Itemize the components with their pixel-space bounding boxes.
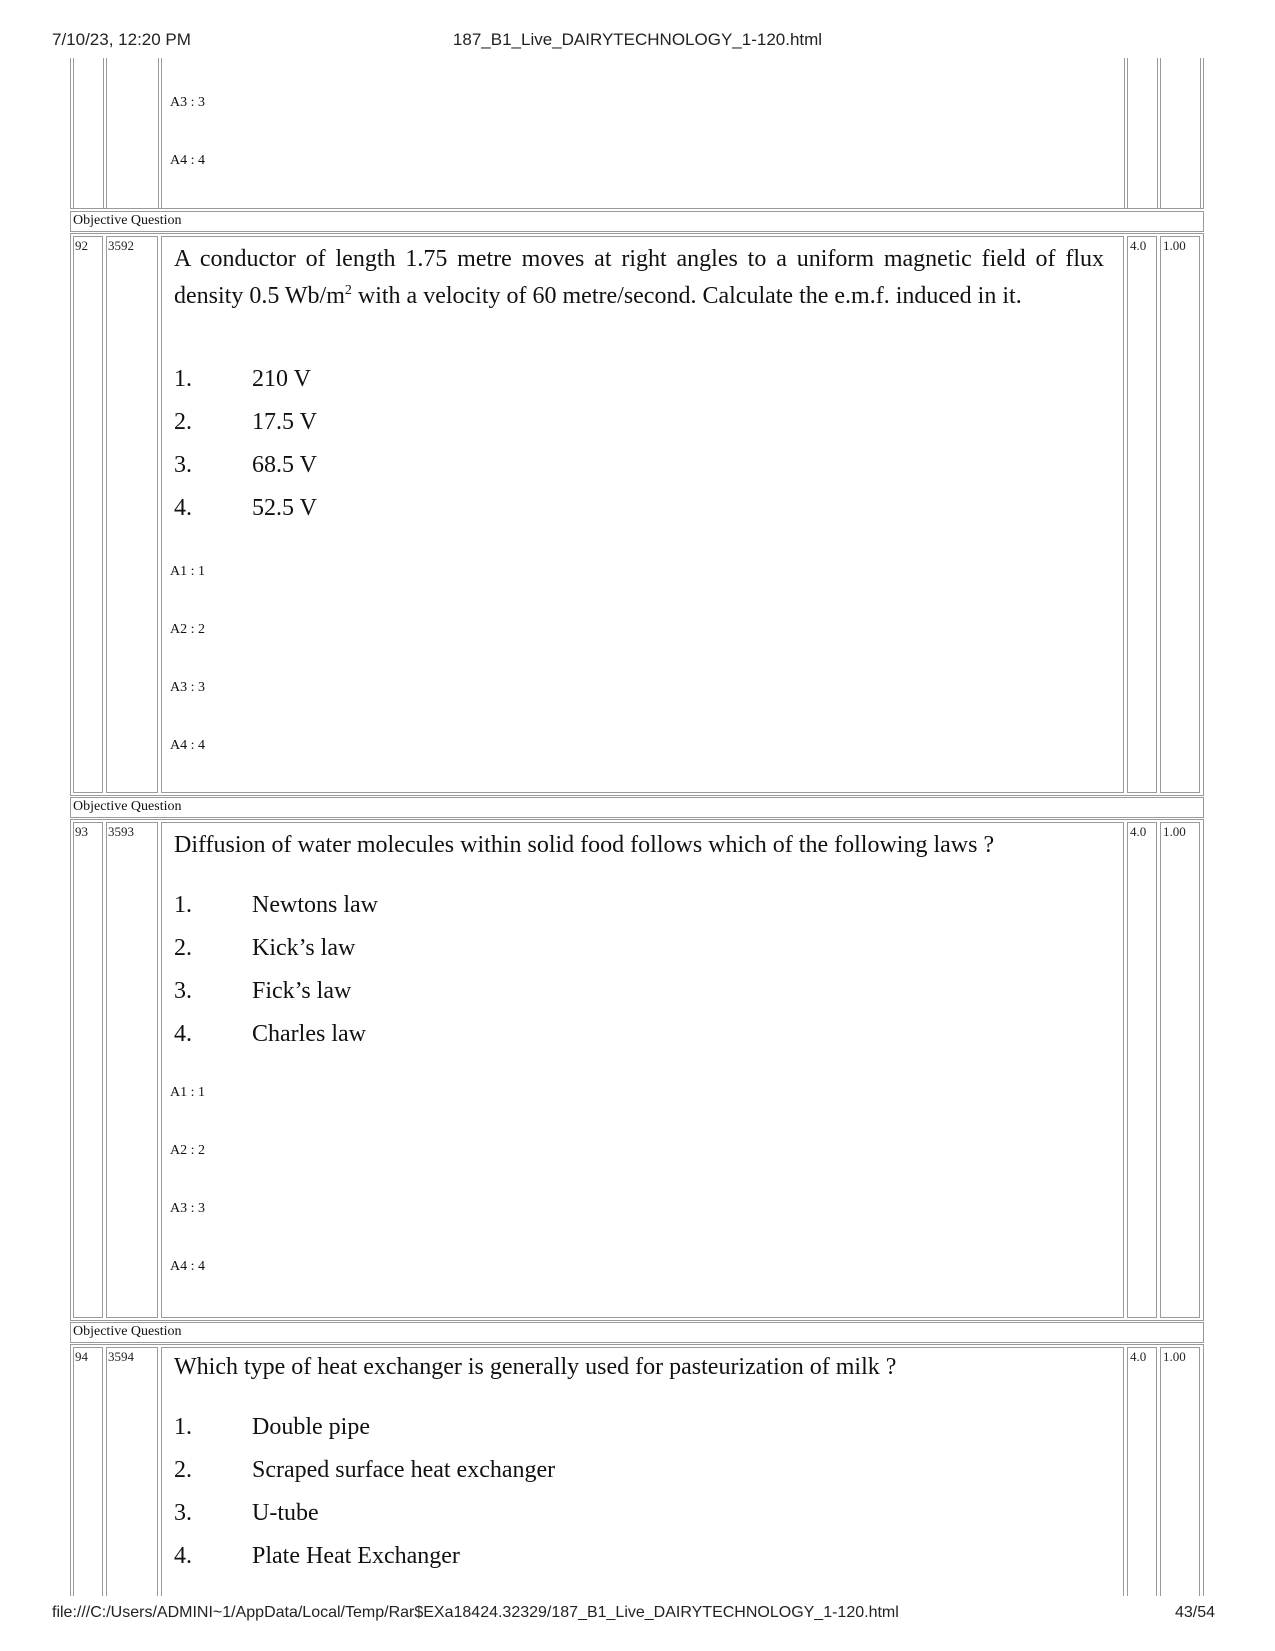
negative-cell [1160, 1347, 1200, 1596]
question-marks: 4.0 [1130, 824, 1147, 839]
option-2: 2. 17.5 V [174, 409, 317, 435]
answer-label: A2 : 2 [170, 1143, 205, 1158]
table-border [103, 58, 104, 208]
question-marks: 4.0 [1130, 238, 1147, 253]
answer-label: A3 : 3 [170, 1201, 205, 1216]
option-3: 3. 68.5 V [174, 452, 317, 478]
option-3: 3. Fick’s law [174, 978, 352, 1004]
question-marks: 4.0 [1130, 1349, 1147, 1364]
negative-cell [1160, 822, 1200, 1318]
question-id: 3593 [108, 824, 134, 839]
question-type-row [70, 797, 1204, 818]
option-1: 1. 210 V [174, 366, 311, 392]
marks-cell [1127, 822, 1157, 1318]
table-border [1124, 58, 1125, 208]
table-border [1127, 58, 1128, 208]
option-4: 4. Plate Heat Exchanger [174, 1543, 460, 1569]
option-2: 2. Kick’s law [174, 935, 356, 961]
id-cell [106, 822, 158, 1318]
answer-label: A1 : 1 [170, 564, 205, 579]
question-serial: 93 [75, 824, 88, 839]
print-datetime: 7/10/23, 12:20 PM [52, 30, 191, 49]
question-type-label: Objective Question [73, 799, 182, 814]
marks-cell [1127, 236, 1157, 793]
question-type-row [70, 1322, 1204, 1343]
question-negative-marks: 1.00 [1163, 824, 1186, 839]
answer-label: A2 : 2 [170, 622, 205, 637]
table-border [161, 58, 162, 208]
table-border [158, 58, 159, 208]
answer-label: A3 : 3 [170, 680, 205, 695]
negative-cell [1160, 236, 1200, 793]
question-text: A conductor of length 1.75 metre moves at right angles to a uniform magnetic field of flux density 0.5 $Wb/m^2$ with a velocity of 60 metre/second. Calculate the e.m.f. induced in it. [174, 246, 1104, 309]
option-3: 3. U-tube [174, 1500, 319, 1526]
question-text: Which type of heat exchanger is generally used for pasteurization of milk ? [174, 1354, 897, 1380]
option-4: 4. 52.5 V [174, 495, 317, 521]
question-text: Diffusion of water molecules within solid food follows which of the following laws ? [174, 832, 995, 858]
document-title: 187_B1_Live_DAIRYTECHNOLOGY_1-120.html [452, 30, 823, 49]
answer-label: A1 : 1 [170, 1085, 205, 1100]
question-id: 3592 [108, 238, 134, 253]
marks-cell [1127, 1347, 1157, 1596]
option-1: 1. Double pipe [174, 1414, 370, 1440]
question-type-row [70, 211, 1204, 232]
serial-cell [73, 1347, 103, 1596]
option-4: 4. Charles law [174, 1021, 366, 1047]
table-border [106, 58, 107, 208]
table-border [70, 58, 71, 208]
answer-label: A4 : 4 [170, 153, 205, 168]
table-border [1160, 58, 1161, 208]
id-cell [106, 236, 158, 793]
question-id: 3594 [108, 1349, 134, 1364]
question-type-label: Objective Question [73, 1324, 182, 1339]
table-border [70, 206, 1204, 209]
question-type-label: Objective Question [73, 213, 182, 228]
id-cell [106, 1347, 158, 1596]
option-2: 2. Scraped surface heat exchanger [174, 1457, 556, 1483]
page-number: 43/54 [1174, 1604, 1215, 1621]
answer-label: A4 : 4 [170, 738, 205, 753]
serial-cell [73, 236, 103, 793]
answer-label: A3 : 3 [170, 95, 205, 110]
question-negative-marks: 1.00 [1163, 1349, 1186, 1364]
serial-cell [73, 822, 103, 1318]
question-serial: 92 [75, 238, 88, 253]
question-serial: 94 [75, 1349, 88, 1364]
option-1: 1. Newtons law [174, 892, 378, 918]
table-border [1157, 58, 1158, 208]
file-path: file:///C:/Users/ADMINI~1/AppData/Local/Temp/Rar$EXa18424.32329/187_B1_Live_DAIRYTECHNOLOGY_1-120.html [52, 1604, 899, 1621]
question-negative-marks: 1.00 [1163, 238, 1186, 253]
table-border [1203, 58, 1204, 208]
superscript: 2 [344, 283, 352, 298]
table-border [1200, 58, 1201, 208]
answer-label: A4 : 4 [170, 1259, 205, 1274]
table-border [73, 58, 74, 208]
